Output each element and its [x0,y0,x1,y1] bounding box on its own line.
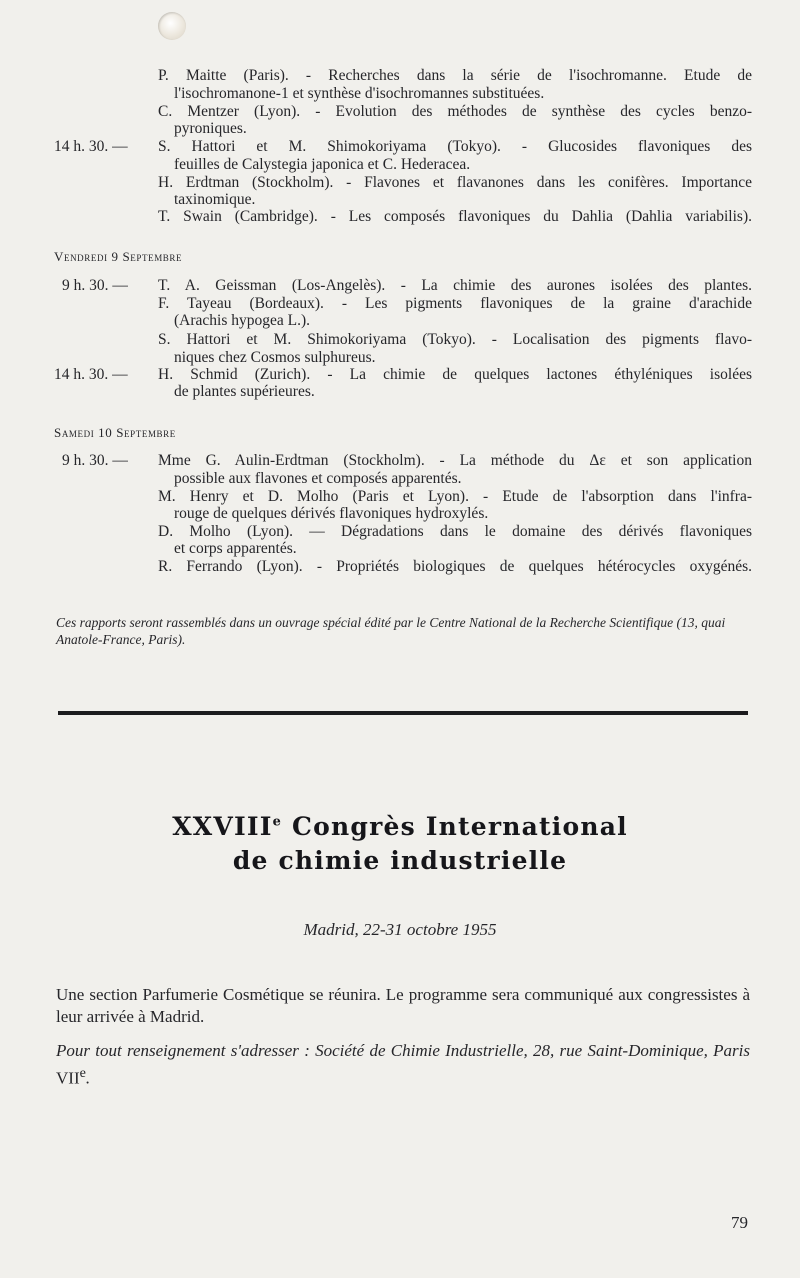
program-line: feuilles de Calystegia japonica et C. Hederacea. [174,156,471,173]
day-heading-saturday: Samedi 10 Septembre [54,425,176,440]
program-time: 14 h. 30. — [54,366,128,383]
program-time: 14 h. 30. — [54,138,128,155]
program-line: niques chez Cosmos sulphureus. [174,349,376,366]
program-line: R. Ferrando (Lyon). - Propriétés biologiques de quelques hétérocycles oxygénés. [158,558,752,575]
day-heading-friday: Vendredi 9 Septembre [54,249,183,264]
program-time: 9 h. 30. — [62,452,128,469]
program-line: pyroniques. [174,120,247,137]
program-line: (Arachis hypogea L.). [174,312,311,329]
place-city: Madrid, 22-31 octobre 1955 [303,920,497,939]
contact-end: . [85,1068,91,1088]
program-line: S. Hattori et M. Shimokoriyama (Tokyo). - Glucosides flavoniques des [158,138,752,155]
contact-sup: e [79,1065,86,1081]
congress-title-line1 [0,812,800,841]
contact-text [56,1040,750,1090]
program-line: T. A. Geissman (Los-Angelès). - La chimie des aurones isolées des plantes. [158,277,752,294]
program-line: P. Maitte (Paris). - Recherches dans la série de l'isochromanne. Etude de [158,67,752,84]
announcement-text: Une section Parfumerie Cosmétique se réunira. Le programme sera communiqué aux congressistes à leur arrivée à Madrid. [56,985,750,1026]
publication-note: Ces rapports seront rassemblés dans un ouvrage spécial édité par le Centre National de la Recherche Scientifique (13, quai Anatole-France, Paris). [56,615,726,647]
section-divider [58,711,748,715]
program-line: possible aux flavones et composés apparentés. [174,470,462,487]
program-line: S. Hattori et M. Shimokoriyama (Tokyo). - Localisation des pigments flavo- [158,331,752,348]
page-number: 79 [731,1213,748,1232]
program-line: rouge de quelques dérivés flavoniques hydroxylés. [174,505,489,522]
contact-italic: Pour tout renseignement s'adresser : Société de Chimie Industrielle, 28, rue Saint-Dominique, Paris [56,1041,750,1060]
program-line: H. Erdtman (Stockholm). - Flavones et flavanones dans les conifères. Importance [158,174,752,191]
program-line: F. Tayeau (Bordeaux). - Les pigments flavoniques de la graine d'arachide [158,295,752,312]
program-line: H. Schmid (Zurich). - La chimie de quelques lactones éthyléniques isolées [158,366,752,383]
congress-numeral: XXVIII [172,812,273,841]
program-line: C. Mentzer (Lyon). - Evolution des méthodes de synthèse des cycles benzo- [158,103,752,120]
program-line: T. Swain (Cambridge). - Les composés flavoniques du Dahlia (Dahlia variabilis). [158,208,752,225]
program-line: l'isochromanone-1 et synthèse d'isochromannes substituées. [174,85,545,102]
program-line: de plantes supérieures. [174,383,315,400]
congress-numeral-suffix: e [272,814,283,830]
program-line: Mme G. Aulin-Erdtman (Stockholm). - La méthode du Δε et son application [158,452,752,469]
program-line: et corps apparentés. [174,540,297,557]
program-time: 9 h. 30. — [62,277,128,294]
program-line: M. Henry et D. Molho (Paris et Lyon). - Etude de l'absorption dans l'infra- [158,488,752,505]
congress-title-rest: Congrès International [282,812,628,841]
program-line: taxinomique. [174,191,256,208]
program-line: D. Molho (Lyon). — Dégradations dans le domaine des dérivés flavoniques [158,523,752,540]
congress-title-line2: de chimie industrielle [232,846,568,875]
congress-place-date [0,920,800,940]
contact-arrondissement: VII [56,1068,80,1088]
punch-hole [158,12,186,40]
